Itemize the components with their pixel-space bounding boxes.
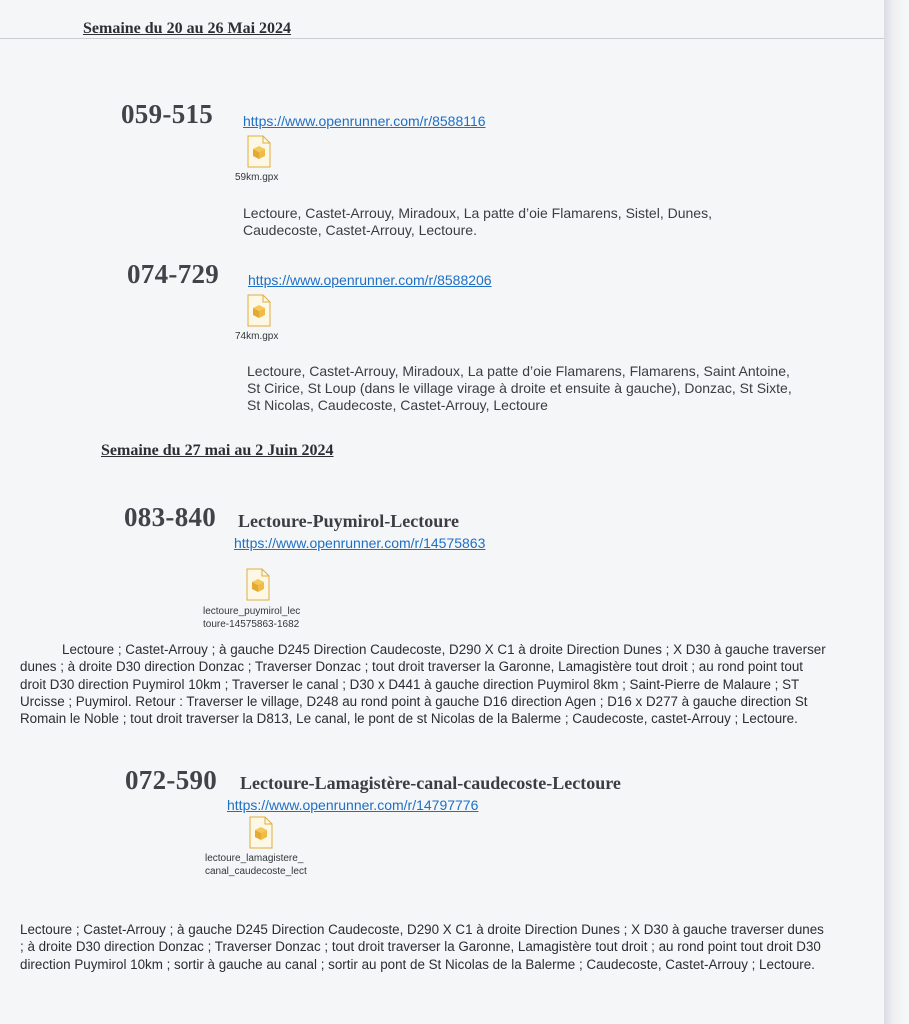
file-name-line[interactable]: canal_caudecoste_lect — [205, 866, 307, 877]
route-description: Lectoure ; Castet-Arrouy ; à gauche D245 Direction Caudecoste, D290 X C1 à droite Direction Dunes ; X D30 à gauche traverser dunes ; à droite D30 direction Donzac ; Traverser Donzac ; tout droit traverser la Garonne, Lamagistère tout droit ; au rond point tout droit D30 direction Puymirol 10km ; sortir à gauche au canal ; sortir au pont de St Nicolas de la Balerme ; Caudecoste, Castet-Arrouy ; Lectoure. — [20, 922, 824, 972]
route-description: Lectoure, Castet-Arrouy, Miradoux, La patte d’oie Flamarens, Sistel, Dunes, Caudecoste, Castet-Arrouy, Lectoure. — [243, 205, 712, 238]
route-code: 083-840 — [124, 502, 217, 532]
file-name-line[interactable]: lectoure_puymirol_lec — [203, 606, 301, 617]
file-archive-icon[interactable] — [247, 135, 271, 168]
file-name[interactable]: 74km.gpx — [235, 331, 279, 342]
route-link[interactable]: https://www.openrunner.com/r/8588116 — [243, 113, 486, 129]
file-archive-icon[interactable] — [247, 294, 271, 327]
route-link[interactable]: https://www.openrunner.com/r/8588206 — [248, 272, 492, 288]
route-description: Lectoure, Castet-Arrouy, Miradoux, La patte d’oie Flamarens, Flamarens, Saint Antoine, St Cirice, St Loup (dans le village virage à droite et ensuite à gauche), Donzac, St Sixte, St Nicolas, Caudecoste, Castet-Arrouy, Lectoure — [247, 363, 792, 413]
route-title: Lectoure-Puymirol-Lectoure — [238, 511, 459, 531]
route-link[interactable]: https://www.openrunner.com/r/14797776 — [227, 797, 479, 813]
week-heading: Semaine du 20 au 26 Mai 2024 — [83, 20, 292, 37]
route-code: 074-729 — [127, 259, 220, 289]
page-edge — [884, 0, 909, 1024]
route-code: 072-590 — [125, 765, 218, 795]
file-name-line[interactable]: toure-14575863-1682 — [203, 619, 300, 630]
route-description: Lectoure ; Castet-Arrouy ; à gauche D245 Direction Caudecoste, D290 X C1 à droite Direction Dunes ; X D30 à gauche traverser dunes ; à droite D30 direction Donzac ; Traverser Donzac ; tout droit traverser la Garonne, Lamagistère tout droit ; au rond point tout droit D30 direction Puymirol 10km ; Traverser le canal ; D30 x D441 à gauche direction Puymirol 8km ; Saint-Pierre de Malaure ; ST Urcisse ; Puymirol. Retour : Traverser le village, D248 au rond point à gauche D16 direction Agen ; D16 x D277 à gauche direction St Romain le Noble ; tout droit traverser la D813, Le canal, le pont de st Nicolas de la Balerme ; Caudecoste, castet-Arrouy ; Lectoure. — [20, 642, 826, 727]
route-link[interactable]: https://www.openrunner.com/r/14575863 — [234, 535, 486, 551]
file-archive-icon[interactable] — [249, 816, 273, 849]
week-heading: Semaine du 27 mai au 2 Juin 2024 — [101, 442, 334, 459]
route-code: 059-515 — [121, 99, 214, 129]
file-archive-icon[interactable] — [246, 568, 270, 601]
file-name[interactable]: 59km.gpx — [235, 172, 279, 183]
route-title: Lectoure-Lamagistère-canal-caudecoste-Lectoure — [240, 773, 621, 793]
file-name-line[interactable]: lectoure_lamagistere_ — [205, 853, 304, 864]
top-rule — [0, 38, 884, 39]
